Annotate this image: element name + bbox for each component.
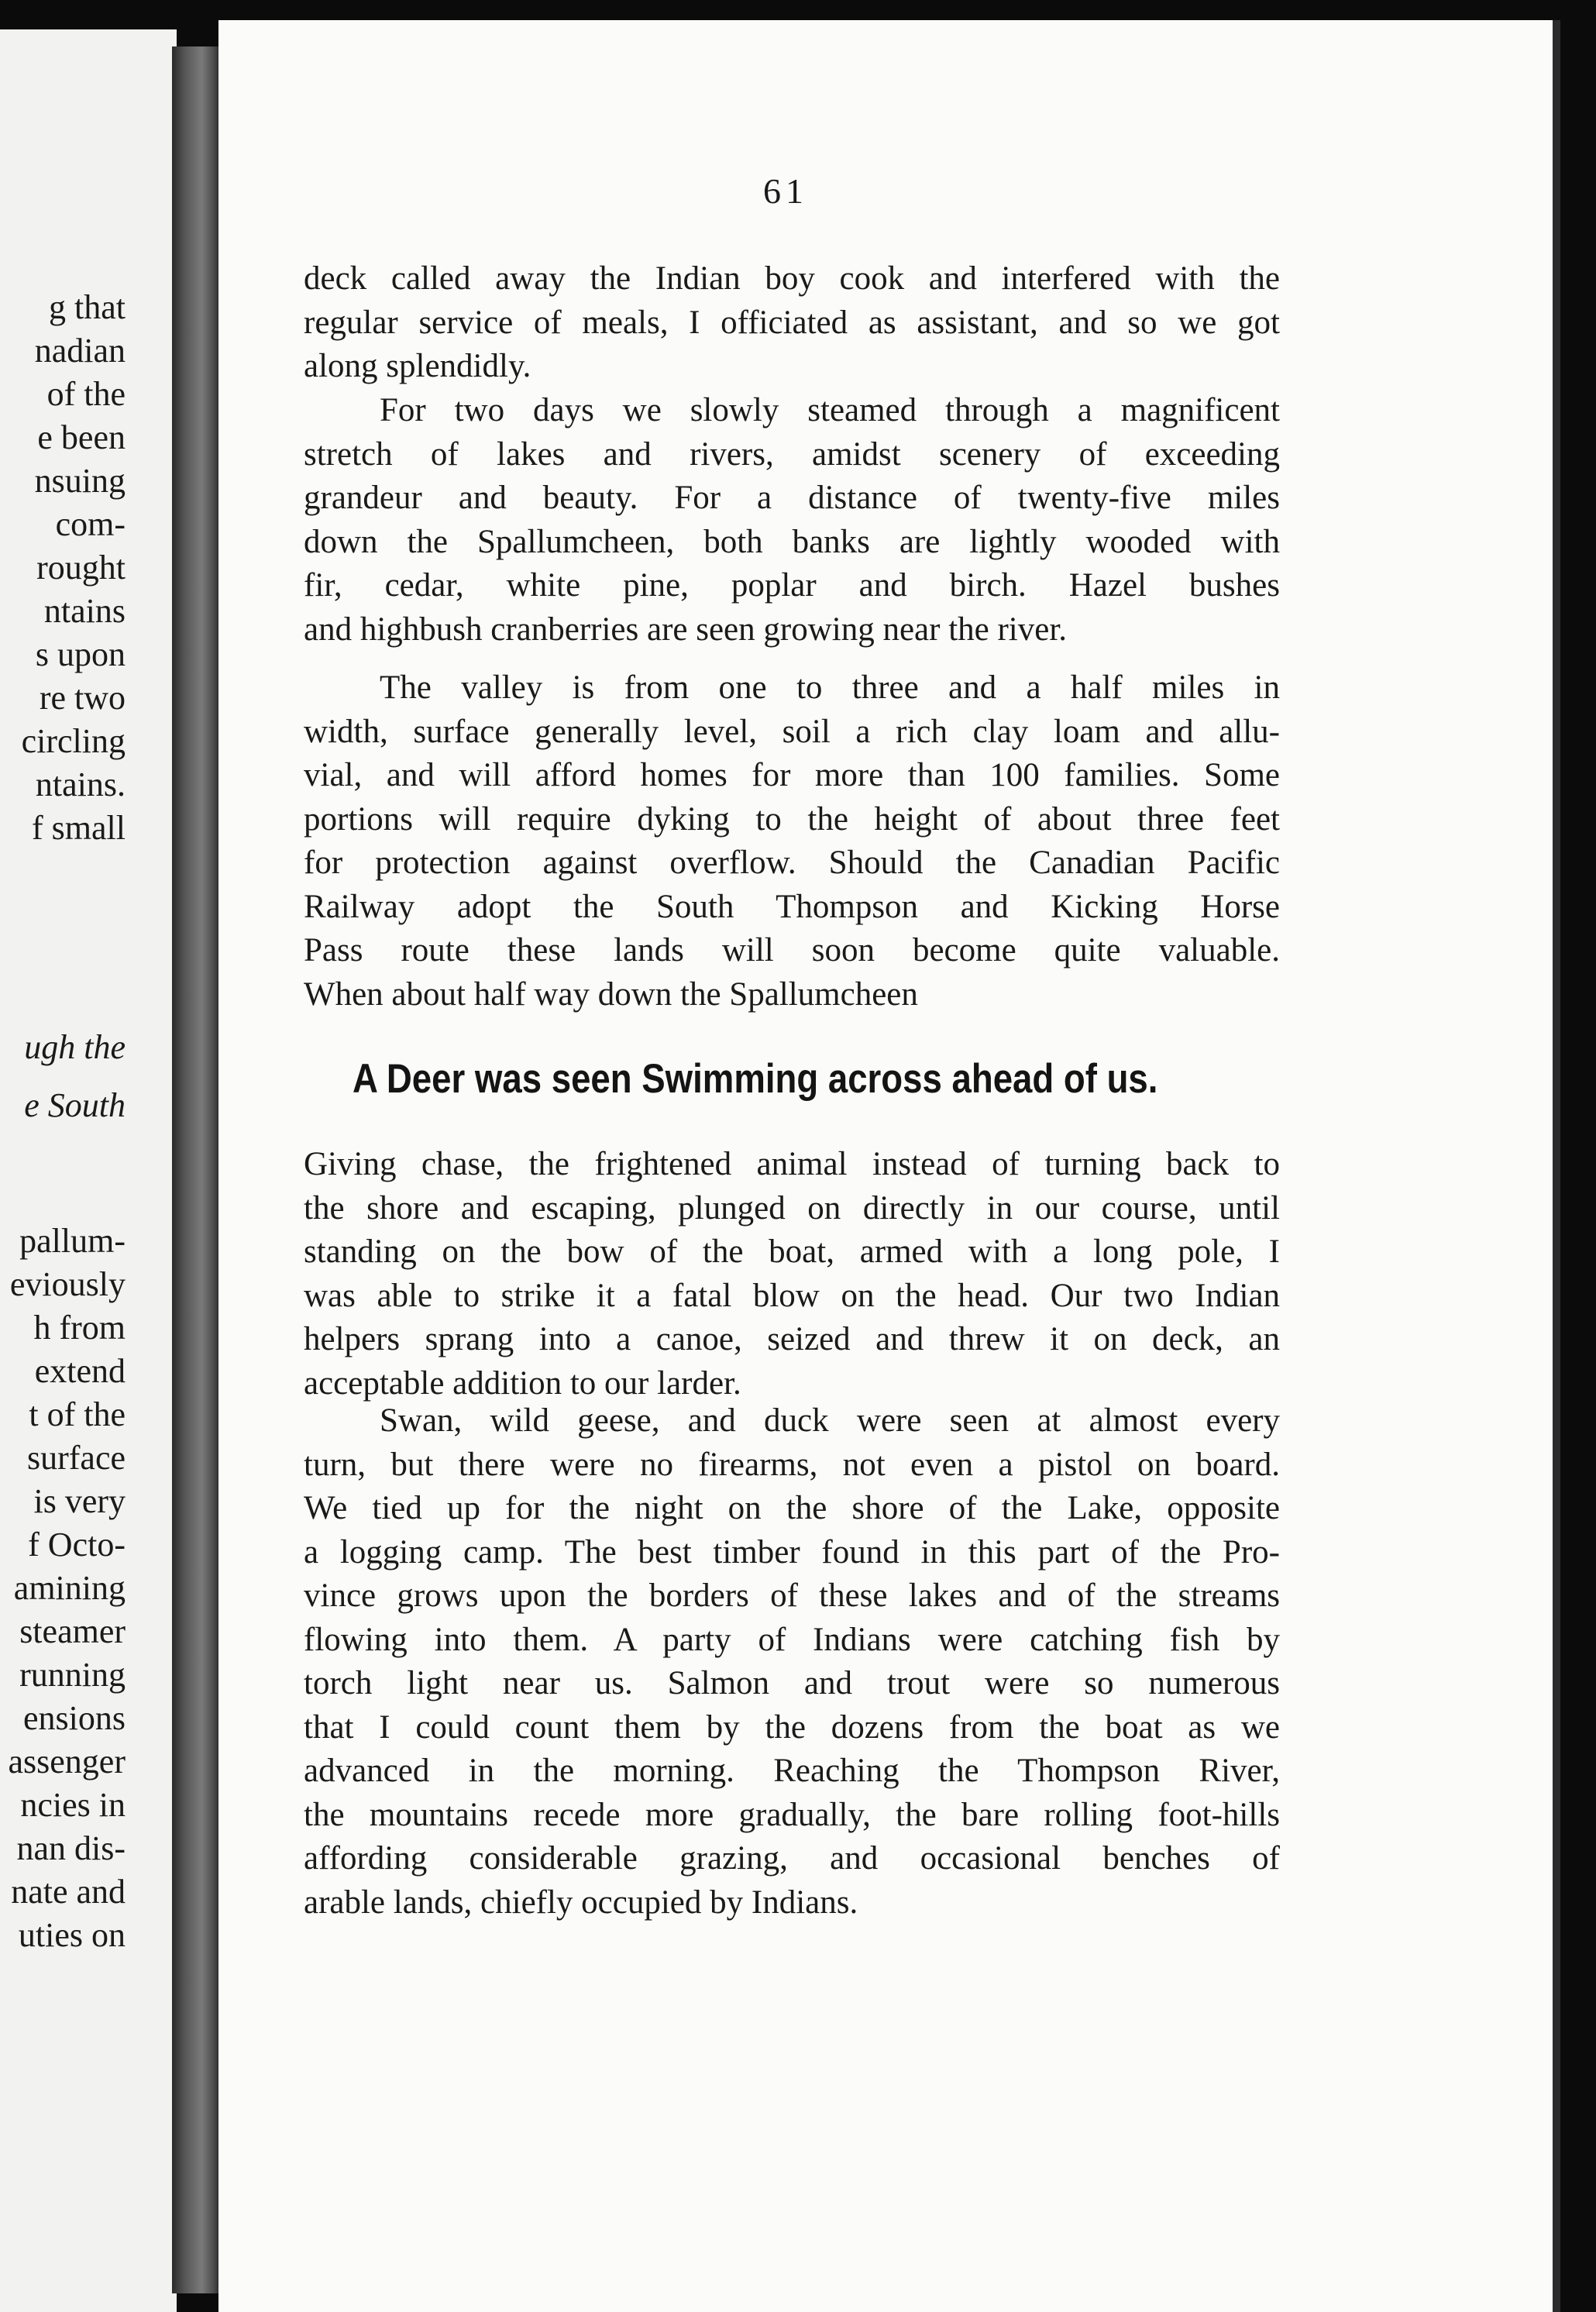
text-line: helpers sprang into a canoe, seized and threw it on deck, an (304, 1321, 1280, 1357)
left-page-line: surface (26, 1439, 126, 1477)
text-line: Pass route these lands will soon become quite valuable. (304, 932, 1280, 968)
text-line: the mountains recede more gradually, the bare rolling foot-hills (304, 1796, 1280, 1833)
text-line: grandeur and beauty. For a distance of twenty-five miles (304, 480, 1280, 516)
text-line: along splendidly. (304, 348, 531, 384)
left-page-line: extend (34, 1352, 126, 1390)
text-line: stretch of lakes and rivers, amidst scenery of exceeding (304, 435, 1280, 473)
left-page-line: ugh the (24, 1028, 126, 1066)
text-line: advanced in the morning. Reaching the Thompson River, (304, 1753, 1280, 1789)
text-line: acceptable addition to our larder. (304, 1364, 741, 1402)
paragraph (304, 389, 1280, 652)
text-line: We tied up for the night on the shore of the Lake, opposite (304, 1490, 1280, 1526)
left-page-line: eviously (9, 1265, 126, 1303)
left-facing-page (0, 29, 177, 2312)
text-line: When about half way down the Spallumcheen (304, 975, 918, 1013)
left-page-line: nate and (11, 1873, 126, 1911)
paragraph (304, 257, 1280, 389)
left-page-line: s upon (35, 635, 126, 673)
text-line: torch light near us. Salmon and trout were so numerous (304, 1665, 1280, 1701)
left-page-line: nadian (34, 332, 126, 370)
text-line: standing on the bow of the boat, armed with a long pole, I (304, 1233, 1280, 1270)
left-page-line: re two (39, 679, 126, 717)
text-line: Railway adopt the South Thompson and Kicking Horse (304, 888, 1280, 925)
text-line: vince grows upon the borders of these lakes and of the streams (304, 1577, 1280, 1614)
left-page-line: amining (13, 1569, 126, 1607)
text-line: flowing into them. A party of Indians were catching fish by (304, 1621, 1280, 1658)
left-page-line: pallum- (19, 1222, 126, 1260)
text-line: Giving chase, the frightened animal instead of turning back to (304, 1146, 1280, 1182)
left-page-line: f Octo- (28, 1526, 126, 1564)
left-page-line: steamer (19, 1612, 126, 1650)
text-line: deck called away the Indian boy cook and interfered with the (304, 260, 1280, 297)
paragraph (304, 1143, 1280, 1405)
text-line: fir, cedar, white pine, poplar and birch. Hazel bushes (304, 567, 1280, 604)
paragraph (304, 1399, 1280, 1925)
left-page-line: rought (36, 549, 126, 587)
left-page-line: nsuing (34, 462, 126, 500)
text-line: down the Spallumcheen, both banks are lightly wooded with (304, 523, 1280, 560)
text-line: affording considerable grazing, and occasional benches of (304, 1840, 1280, 1877)
page-number: 61 (763, 171, 808, 211)
text-line: vial, and will afford homes for more than 100 families. Some (304, 757, 1280, 793)
left-page-line: h from (33, 1309, 126, 1347)
left-page-line: ncies in (20, 1786, 126, 1824)
left-page-line: circling (21, 722, 126, 760)
left-page-line: e been (37, 418, 126, 456)
left-page-line: nan dis- (16, 1829, 126, 1867)
text-line: portions will require dyking to the height of about three feet (304, 800, 1280, 838)
book-gutter (172, 46, 222, 2293)
text-line: a logging camp. The best timber found in this part of the Pro- (304, 1533, 1280, 1571)
left-page-line: ensions (23, 1699, 126, 1737)
left-page-line: is very (33, 1482, 126, 1520)
text-line: Swan, wild geese, and duck were seen at almost every (380, 1402, 1280, 1439)
left-page-line: assenger (8, 1743, 126, 1780)
text-line: For two days we slowly steamed through a magnificent (380, 392, 1280, 428)
left-page-line: of the (46, 375, 126, 413)
text-line: turn, but there were no firearms, not even a pistol on board. (304, 1446, 1280, 1483)
text-line: was able to strike it a fatal blow on the head. Our two Indian (304, 1277, 1280, 1314)
left-page-line: ntains. (35, 766, 126, 803)
section-heading: A Deer was seen Swimming across ahead of us. (353, 1056, 1158, 1102)
paragraph (304, 666, 1280, 1017)
text-line: The valley is from one to three and a half miles in (380, 669, 1280, 706)
text-line: that I could count them by the dozens from the boat as we (304, 1708, 1280, 1746)
left-page-line: running (19, 1656, 126, 1694)
left-page-line: com- (55, 505, 126, 543)
text-line: for protection against overflow. Should the Canadian Pacific (304, 845, 1280, 881)
text-line: regular service of meals, I officiated as assistant, and so we got (304, 304, 1280, 341)
left-page-line: uties on (18, 1916, 126, 1954)
left-page-line: e South (24, 1086, 126, 1124)
text-line: arable lands, chiefly occupied by Indians. (304, 1884, 858, 1921)
text-line: and highbush cranberries are seen growing near the river. (304, 611, 1068, 648)
left-page-line: t of the (29, 1395, 126, 1433)
text-line: the shore and escaping, plunged on directly in our course, until (304, 1189, 1280, 1227)
left-page-line: g that (49, 288, 126, 326)
left-page-line: f small (32, 809, 126, 847)
left-page-line: ntains (43, 592, 126, 630)
text-line: width, surface generally level, soil a rich clay loam and allu- (304, 713, 1280, 750)
